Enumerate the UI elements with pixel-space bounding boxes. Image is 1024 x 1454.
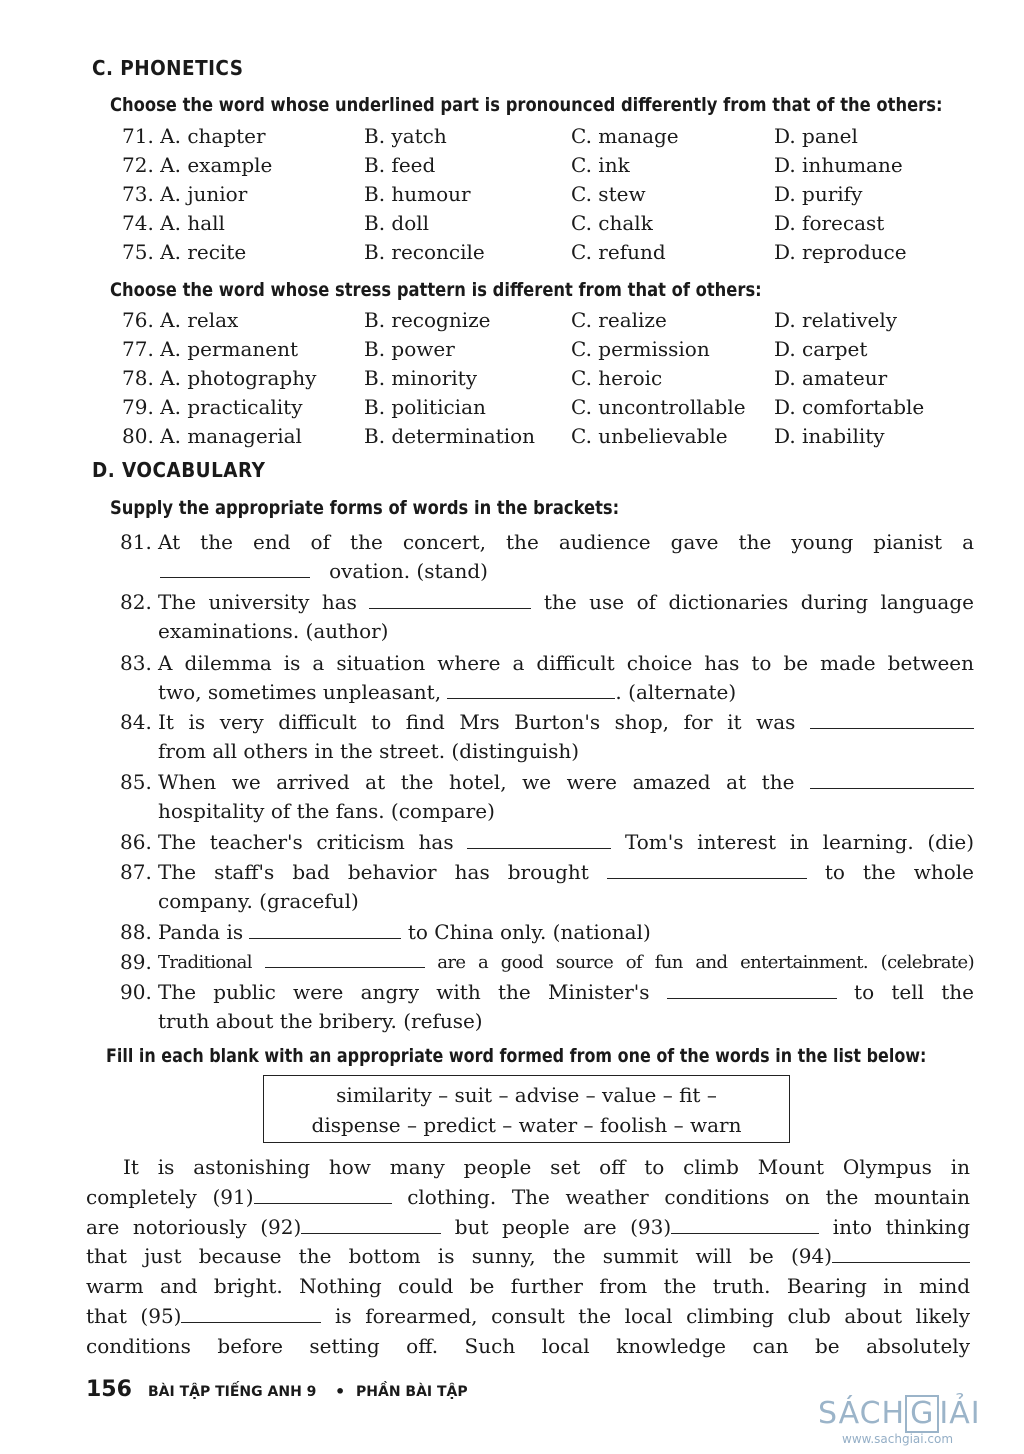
question-number: 86. [120, 830, 152, 854]
pronunciation-instruction: Choose the word whose underlined part is pronounced differently from that of the others: [110, 94, 943, 116]
answer-option[interactable]: B. humour [364, 182, 471, 206]
question-81 [120, 528, 974, 586]
answer-option[interactable]: D. inhumane [774, 153, 903, 177]
passage-line: It is astonishing how many people set off to climb Mount Olympus in [123, 1155, 970, 1179]
question-83 [120, 649, 974, 707]
question-text: . (alternate) [615, 680, 737, 704]
answer-blank[interactable] [607, 860, 807, 879]
logo-text: IẢI [939, 1396, 981, 1431]
answer-blank[interactable] [447, 680, 615, 699]
question-number-option[interactable]: 78. A. photography [122, 366, 317, 390]
answer-blank[interactable] [160, 559, 310, 578]
stress-instruction: Choose the word whose stress pattern is different from that of others: [110, 279, 762, 301]
question-text: company. (graceful) [158, 889, 359, 913]
answer-option[interactable]: C. manage [571, 124, 679, 148]
book-title: BÀI TẬP TIẾNG ANH 9 [148, 1384, 317, 1400]
answer-option[interactable]: B. feed [364, 153, 436, 177]
question-number: 87. [120, 860, 152, 884]
answer-blank[interactable] [810, 770, 974, 789]
question-text: Panda is [158, 920, 244, 944]
question-number-option[interactable]: 76. A. relax [122, 308, 239, 332]
answer-option[interactable]: C. unbelievable [571, 424, 728, 448]
answer-option[interactable]: C. stew [571, 182, 646, 206]
question-text: to the whole [824, 860, 974, 884]
question-89 [120, 948, 974, 977]
answer-blank-95[interactable] [181, 1304, 321, 1323]
word-list-line: similarity – suit – advise – value – fit – [336, 1083, 717, 1107]
question-text: It is very difficult to find Mrs Burton's shop, for it was [158, 710, 796, 734]
passage-text: are notoriously (92) [86, 1214, 302, 1239]
question-86 [120, 828, 974, 857]
answer-blank[interactable] [265, 949, 425, 968]
word-list-box [263, 1075, 790, 1143]
question-text: A dilemma is a situation where a difficult choice has to be made between [158, 651, 974, 675]
question-number: 90. [120, 980, 152, 1004]
question-number: 82. [120, 590, 152, 614]
word-forms-instruction: Supply the appropriate forms of words in the brackets: [110, 497, 620, 519]
answer-option[interactable]: D. purify [774, 182, 863, 206]
answer-option[interactable]: D. amateur [774, 366, 888, 390]
passage-text: into thinking [832, 1214, 970, 1239]
question-number-option[interactable]: 80. A. managerial [122, 424, 302, 448]
answer-blank-92[interactable] [301, 1215, 441, 1234]
question-text: are a good source of fun and entertainment. (celebrate) [437, 952, 974, 973]
question-82 [120, 588, 974, 646]
answer-option[interactable]: C. chalk [571, 211, 653, 235]
question-text: The public were angry with the Minister's [158, 980, 650, 1004]
question-text: The university has [158, 590, 357, 614]
footer-section: PHẦN BÀI TẬP [356, 1384, 468, 1400]
question-text: examinations. (author) [158, 619, 389, 643]
vocabulary-heading: D. VOCABULARY [92, 458, 266, 482]
page-number: 156 [86, 1377, 132, 1402]
answer-option[interactable]: C. refund [571, 240, 666, 264]
answer-option[interactable]: D. panel [774, 124, 858, 148]
question-text: When we arrived at the hotel, we were amazed at the [158, 770, 795, 794]
answer-option[interactable]: D. relatively [774, 308, 898, 332]
question-88 [120, 918, 974, 947]
question-text: the use of dictionaries during language [543, 590, 974, 614]
question-text: ovation. (stand) [329, 559, 488, 583]
answer-blank-91[interactable] [254, 1185, 392, 1204]
watermark-logo [818, 1395, 981, 1433]
answer-option[interactable]: B. yatch [364, 124, 447, 148]
question-number-option[interactable]: 73. A. junior [122, 182, 248, 206]
question-text: hospitality of the fans. (compare) [158, 799, 495, 823]
logo-text: SÁCH [818, 1396, 906, 1431]
question-number: 89. [120, 950, 152, 974]
answer-blank[interactable] [667, 980, 837, 999]
question-number-option[interactable]: 72. A. example [122, 153, 273, 177]
question-87 [120, 858, 974, 916]
question-text: to China only. (national) [407, 920, 651, 944]
question-number: 85. [120, 770, 152, 794]
question-number-option[interactable]: 79. A. practicality [122, 395, 303, 419]
question-text: The teacher's criticism has [158, 830, 454, 854]
passage-text: is forearmed, consult the local climbing club about likely [335, 1303, 970, 1328]
answer-option[interactable]: C. ink [571, 153, 630, 177]
answer-option[interactable]: B. recognize [364, 308, 491, 332]
answer-blank-93[interactable] [671, 1215, 819, 1234]
fill-instruction: Fill in each blank with an appropriate word formed from one of the words in the list below: [106, 1045, 927, 1067]
question-text: from all others in the street. (distinguish) [158, 739, 580, 763]
answer-option[interactable]: C. heroic [571, 366, 663, 390]
answer-option[interactable]: B. doll [364, 211, 430, 235]
question-84 [120, 708, 974, 766]
question-text: The staff's bad behavior has brought [158, 860, 589, 884]
question-text: Traditional [158, 952, 252, 973]
answer-option[interactable]: C. permission [571, 337, 710, 361]
answer-option[interactable]: D. carpet [774, 337, 868, 361]
answer-option[interactable]: B. reconcile [364, 240, 485, 264]
question-text: truth about the bribery. (refuse) [158, 1009, 483, 1033]
logo-box: G [905, 1395, 939, 1433]
passage-line: warm and bright. Nothing could be further from the truth. Bearing in mind [86, 1274, 970, 1299]
answer-option[interactable]: D. inability [774, 424, 885, 448]
question-number-option[interactable]: 75. A. recite [122, 240, 247, 264]
phonetics-heading: C. PHONETICS [92, 56, 244, 80]
question-90 [120, 978, 974, 1036]
passage-text: that just because the bottom is sunny, the summit will be (94) [86, 1244, 832, 1269]
answer-option[interactable]: B. determination [364, 424, 536, 448]
answer-blank[interactable] [249, 920, 401, 939]
passage-text: completely (91) [86, 1184, 254, 1209]
passage-line: conditions before setting off. Such local knowledge can be absolutely [86, 1333, 970, 1358]
question-number-option[interactable]: 77. A. permanent [122, 337, 299, 361]
question-85 [120, 768, 974, 826]
question-text: two, sometimes unpleasant, [158, 680, 442, 704]
answer-option[interactable]: C. realize [571, 308, 667, 332]
watermark-url: www.sachgiai.com [842, 1432, 954, 1446]
passage-text: that (95) [86, 1303, 182, 1328]
question-number: 83. [120, 651, 152, 675]
passage-text: clothing. The weather conditions on the mountain [407, 1184, 970, 1209]
answer-option[interactable]: C. uncontrollable [571, 395, 746, 419]
answer-blank-94[interactable] [832, 1244, 970, 1263]
answer-blank[interactable] [467, 830, 611, 849]
question-number-option[interactable]: 74. A. hall [122, 211, 225, 235]
footer-bullet: • [335, 1382, 346, 1401]
answer-option[interactable]: D. comfortable [774, 395, 925, 419]
question-number: 88. [120, 920, 152, 944]
answer-option[interactable]: D. forecast [774, 211, 885, 235]
answer-option[interactable]: B. power [364, 337, 455, 361]
question-text: to tell the [854, 980, 974, 1004]
answer-option[interactable]: D. reproduce [774, 240, 907, 264]
answer-option[interactable]: B. minority [364, 366, 477, 390]
question-number-option[interactable]: 71. A. chapter [122, 124, 266, 148]
question-text: Tom's interest in learning. (die) [624, 830, 974, 854]
answer-option[interactable]: B. politician [364, 395, 486, 419]
answer-blank[interactable] [810, 710, 974, 729]
answer-blank[interactable] [369, 590, 531, 609]
word-list-line: dispense – predict – water – foolish – warn [311, 1113, 742, 1137]
question-number: 84. [120, 710, 152, 734]
passage-text: but people are (93) [454, 1214, 672, 1239]
question-number: 81. [120, 530, 152, 554]
question-text: At the end of the concert, the audience gave the young pianist a [158, 530, 974, 554]
passage [86, 1153, 970, 1362]
